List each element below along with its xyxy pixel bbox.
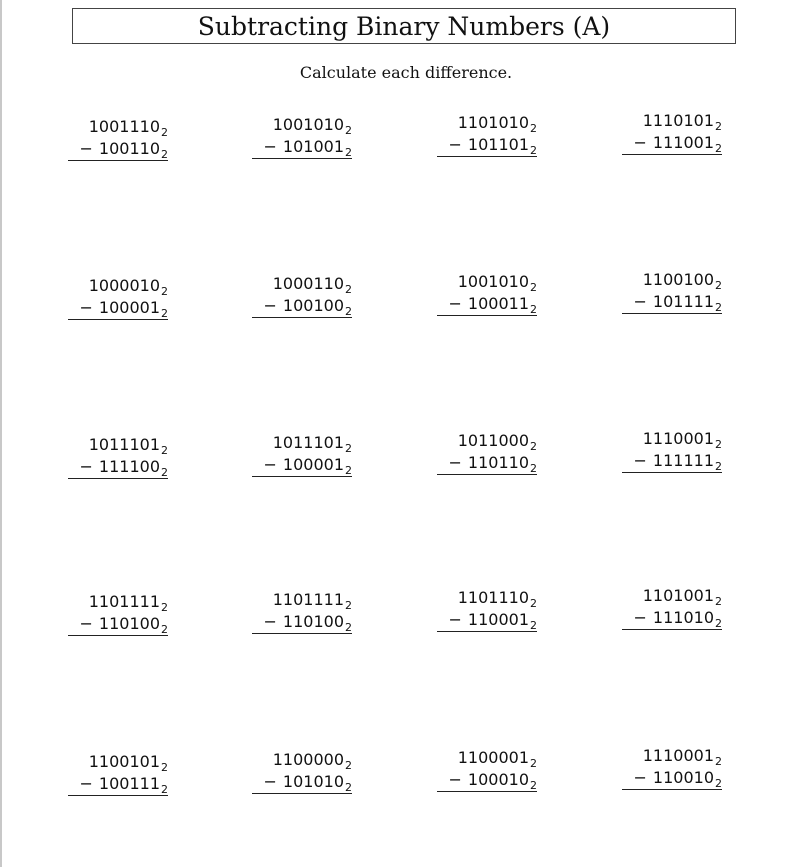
problem-7 [437, 271, 537, 316]
base-subscript: 2 [715, 142, 722, 155]
minuend-value: 1100000 [272, 750, 344, 769]
minus-sign: − [79, 298, 93, 317]
subtrahend [68, 773, 168, 796]
subtrahend [252, 295, 352, 318]
problem-10 [252, 432, 352, 477]
minuend [252, 432, 352, 454]
subtrahend-value: 101111 [652, 292, 714, 311]
minuend-value: 1001010 [272, 115, 344, 134]
base-subscript: 2 [345, 146, 352, 159]
minuend [437, 587, 537, 609]
subtrahend-value: 111010 [652, 608, 714, 627]
base-subscript: 2 [345, 442, 352, 455]
subtrahend-value: 110100 [282, 612, 344, 631]
subtrahend-value: 101001 [282, 137, 344, 156]
problem-11 [437, 430, 537, 475]
minus-sign: − [79, 139, 93, 158]
minus-sign: − [79, 774, 93, 793]
base-subscript: 2 [715, 301, 722, 314]
base-subscript: 2 [161, 623, 168, 636]
subtrahend [437, 452, 537, 475]
minuend-value: 1100001 [457, 748, 529, 767]
subtrahend-value: 100010 [467, 770, 529, 789]
base-subscript: 2 [530, 462, 537, 475]
problem-2 [252, 114, 352, 159]
page-title: Subtracting Binary Numbers (A) [197, 12, 611, 41]
minus-sign: − [263, 296, 277, 315]
base-subscript: 2 [530, 619, 537, 632]
minuend [68, 434, 168, 456]
subtrahend-value: 111100 [98, 457, 160, 476]
problem-5 [68, 275, 168, 320]
subtrahend [622, 132, 722, 155]
subtrahend-value: 101101 [467, 135, 529, 154]
subtrahend [68, 297, 168, 320]
minuend-value: 1001010 [457, 272, 529, 291]
subtrahend-value: 110001 [467, 610, 529, 629]
base-subscript: 2 [530, 779, 537, 792]
minuend [252, 589, 352, 611]
base-subscript: 2 [161, 285, 168, 298]
problem-1 [68, 116, 168, 161]
base-subscript: 2 [345, 305, 352, 318]
minuend [622, 585, 722, 607]
base-subscript: 2 [530, 122, 537, 135]
subtrahend-value: 110010 [652, 768, 714, 787]
subtrahend [622, 607, 722, 630]
base-subscript: 2 [715, 438, 722, 451]
problem-16 [622, 585, 722, 630]
minuend-value: 1000010 [88, 276, 160, 295]
base-subscript: 2 [530, 303, 537, 316]
minuend-value: 1110101 [642, 111, 714, 130]
subtrahend [68, 456, 168, 479]
problem-17 [68, 751, 168, 796]
subtrahend-value: 100001 [282, 455, 344, 474]
minus-sign: − [263, 772, 277, 791]
base-subscript: 2 [530, 144, 537, 157]
minuend [437, 430, 537, 452]
minuend [437, 112, 537, 134]
base-subscript: 2 [715, 279, 722, 292]
minuend [68, 275, 168, 297]
minus-sign: − [633, 608, 647, 627]
base-subscript: 2 [161, 601, 168, 614]
base-subscript: 2 [161, 761, 168, 774]
minuend [68, 751, 168, 773]
minus-sign: − [633, 451, 647, 470]
minuend-value: 1101001 [642, 586, 714, 605]
base-subscript: 2 [345, 464, 352, 477]
subtrahend-value: 111001 [652, 133, 714, 152]
title-box [72, 8, 736, 44]
base-subscript: 2 [161, 466, 168, 479]
subtrahend [252, 771, 352, 794]
base-subscript: 2 [530, 440, 537, 453]
problem-9 [68, 434, 168, 479]
minus-sign: − [79, 457, 93, 476]
base-subscript: 2 [161, 307, 168, 320]
subtrahend-value: 101010 [282, 772, 344, 791]
minuend-value: 1001110 [88, 117, 160, 136]
minuend [68, 591, 168, 613]
minuend [252, 273, 352, 295]
subtrahend [252, 454, 352, 477]
base-subscript: 2 [345, 599, 352, 612]
subtrahend [622, 450, 722, 473]
minuend-value: 1110001 [642, 429, 714, 448]
problem-15 [437, 587, 537, 632]
subtrahend-value: 100110 [98, 139, 160, 158]
subtrahend [252, 136, 352, 159]
minuend [622, 428, 722, 450]
problem-20 [622, 745, 722, 790]
subtrahend-value: 110100 [98, 614, 160, 633]
base-subscript: 2 [345, 759, 352, 772]
base-subscript: 2 [715, 460, 722, 473]
problem-14 [252, 589, 352, 634]
minuend-value: 1100101 [88, 752, 160, 771]
minuend [622, 269, 722, 291]
subtrahend [437, 134, 537, 157]
base-subscript: 2 [715, 120, 722, 133]
base-subscript: 2 [530, 281, 537, 294]
minus-sign: − [263, 612, 277, 631]
base-subscript: 2 [715, 777, 722, 790]
base-subscript: 2 [345, 124, 352, 137]
minuend-value: 1101111 [88, 592, 160, 611]
problem-12 [622, 428, 722, 473]
base-subscript: 2 [345, 621, 352, 634]
subtrahend [68, 613, 168, 636]
problem-19 [437, 747, 537, 792]
problem-3 [437, 112, 537, 157]
minus-sign: − [448, 610, 462, 629]
minuend [622, 110, 722, 132]
subtrahend [622, 291, 722, 314]
problem-8 [622, 269, 722, 314]
minus-sign: − [263, 455, 277, 474]
minuend [622, 745, 722, 767]
subtrahend [437, 293, 537, 316]
minuend-value: 1011000 [457, 431, 529, 450]
subtrahend-value: 100011 [467, 294, 529, 313]
subtrahend-value: 100111 [98, 774, 160, 793]
problem-4 [622, 110, 722, 155]
minuend-value: 1101110 [457, 588, 529, 607]
minus-sign: − [448, 294, 462, 313]
minus-sign: − [263, 137, 277, 156]
minuend [252, 114, 352, 136]
subtrahend [252, 611, 352, 634]
minus-sign: − [633, 133, 647, 152]
problem-13 [68, 591, 168, 636]
minus-sign: − [79, 614, 93, 633]
problem-18 [252, 749, 352, 794]
minuend [437, 271, 537, 293]
subtrahend-value: 110110 [467, 453, 529, 472]
page-left-edge [0, 0, 2, 867]
base-subscript: 2 [161, 444, 168, 457]
minuend-value: 1101111 [272, 590, 344, 609]
minuend-value: 1101010 [457, 113, 529, 132]
minuend [437, 747, 537, 769]
base-subscript: 2 [161, 126, 168, 139]
subtrahend-value: 111111 [652, 451, 714, 470]
base-subscript: 2 [715, 595, 722, 608]
subtrahend-value: 100100 [282, 296, 344, 315]
base-subscript: 2 [715, 755, 722, 768]
minuend-value: 1011101 [88, 435, 160, 454]
minuend-value: 1000110 [272, 274, 344, 293]
base-subscript: 2 [715, 617, 722, 630]
base-subscript: 2 [530, 597, 537, 610]
base-subscript: 2 [161, 148, 168, 161]
minus-sign: − [448, 770, 462, 789]
subtrahend [437, 769, 537, 792]
minuend-value: 1110001 [642, 746, 714, 765]
instructions: Calculate each difference. [299, 63, 513, 82]
subtrahend [437, 609, 537, 632]
base-subscript: 2 [345, 781, 352, 794]
minus-sign: − [448, 135, 462, 154]
problem-6 [252, 273, 352, 318]
minus-sign: − [633, 768, 647, 787]
minus-sign: − [633, 292, 647, 311]
minuend-value: 1100100 [642, 270, 714, 289]
subtrahend [68, 138, 168, 161]
base-subscript: 2 [530, 757, 537, 770]
subtrahend-value: 100001 [98, 298, 160, 317]
minus-sign: − [448, 453, 462, 472]
base-subscript: 2 [161, 783, 168, 796]
subtrahend [622, 767, 722, 790]
minuend [68, 116, 168, 138]
minuend [252, 749, 352, 771]
base-subscript: 2 [345, 283, 352, 296]
minuend-value: 1011101 [272, 433, 344, 452]
